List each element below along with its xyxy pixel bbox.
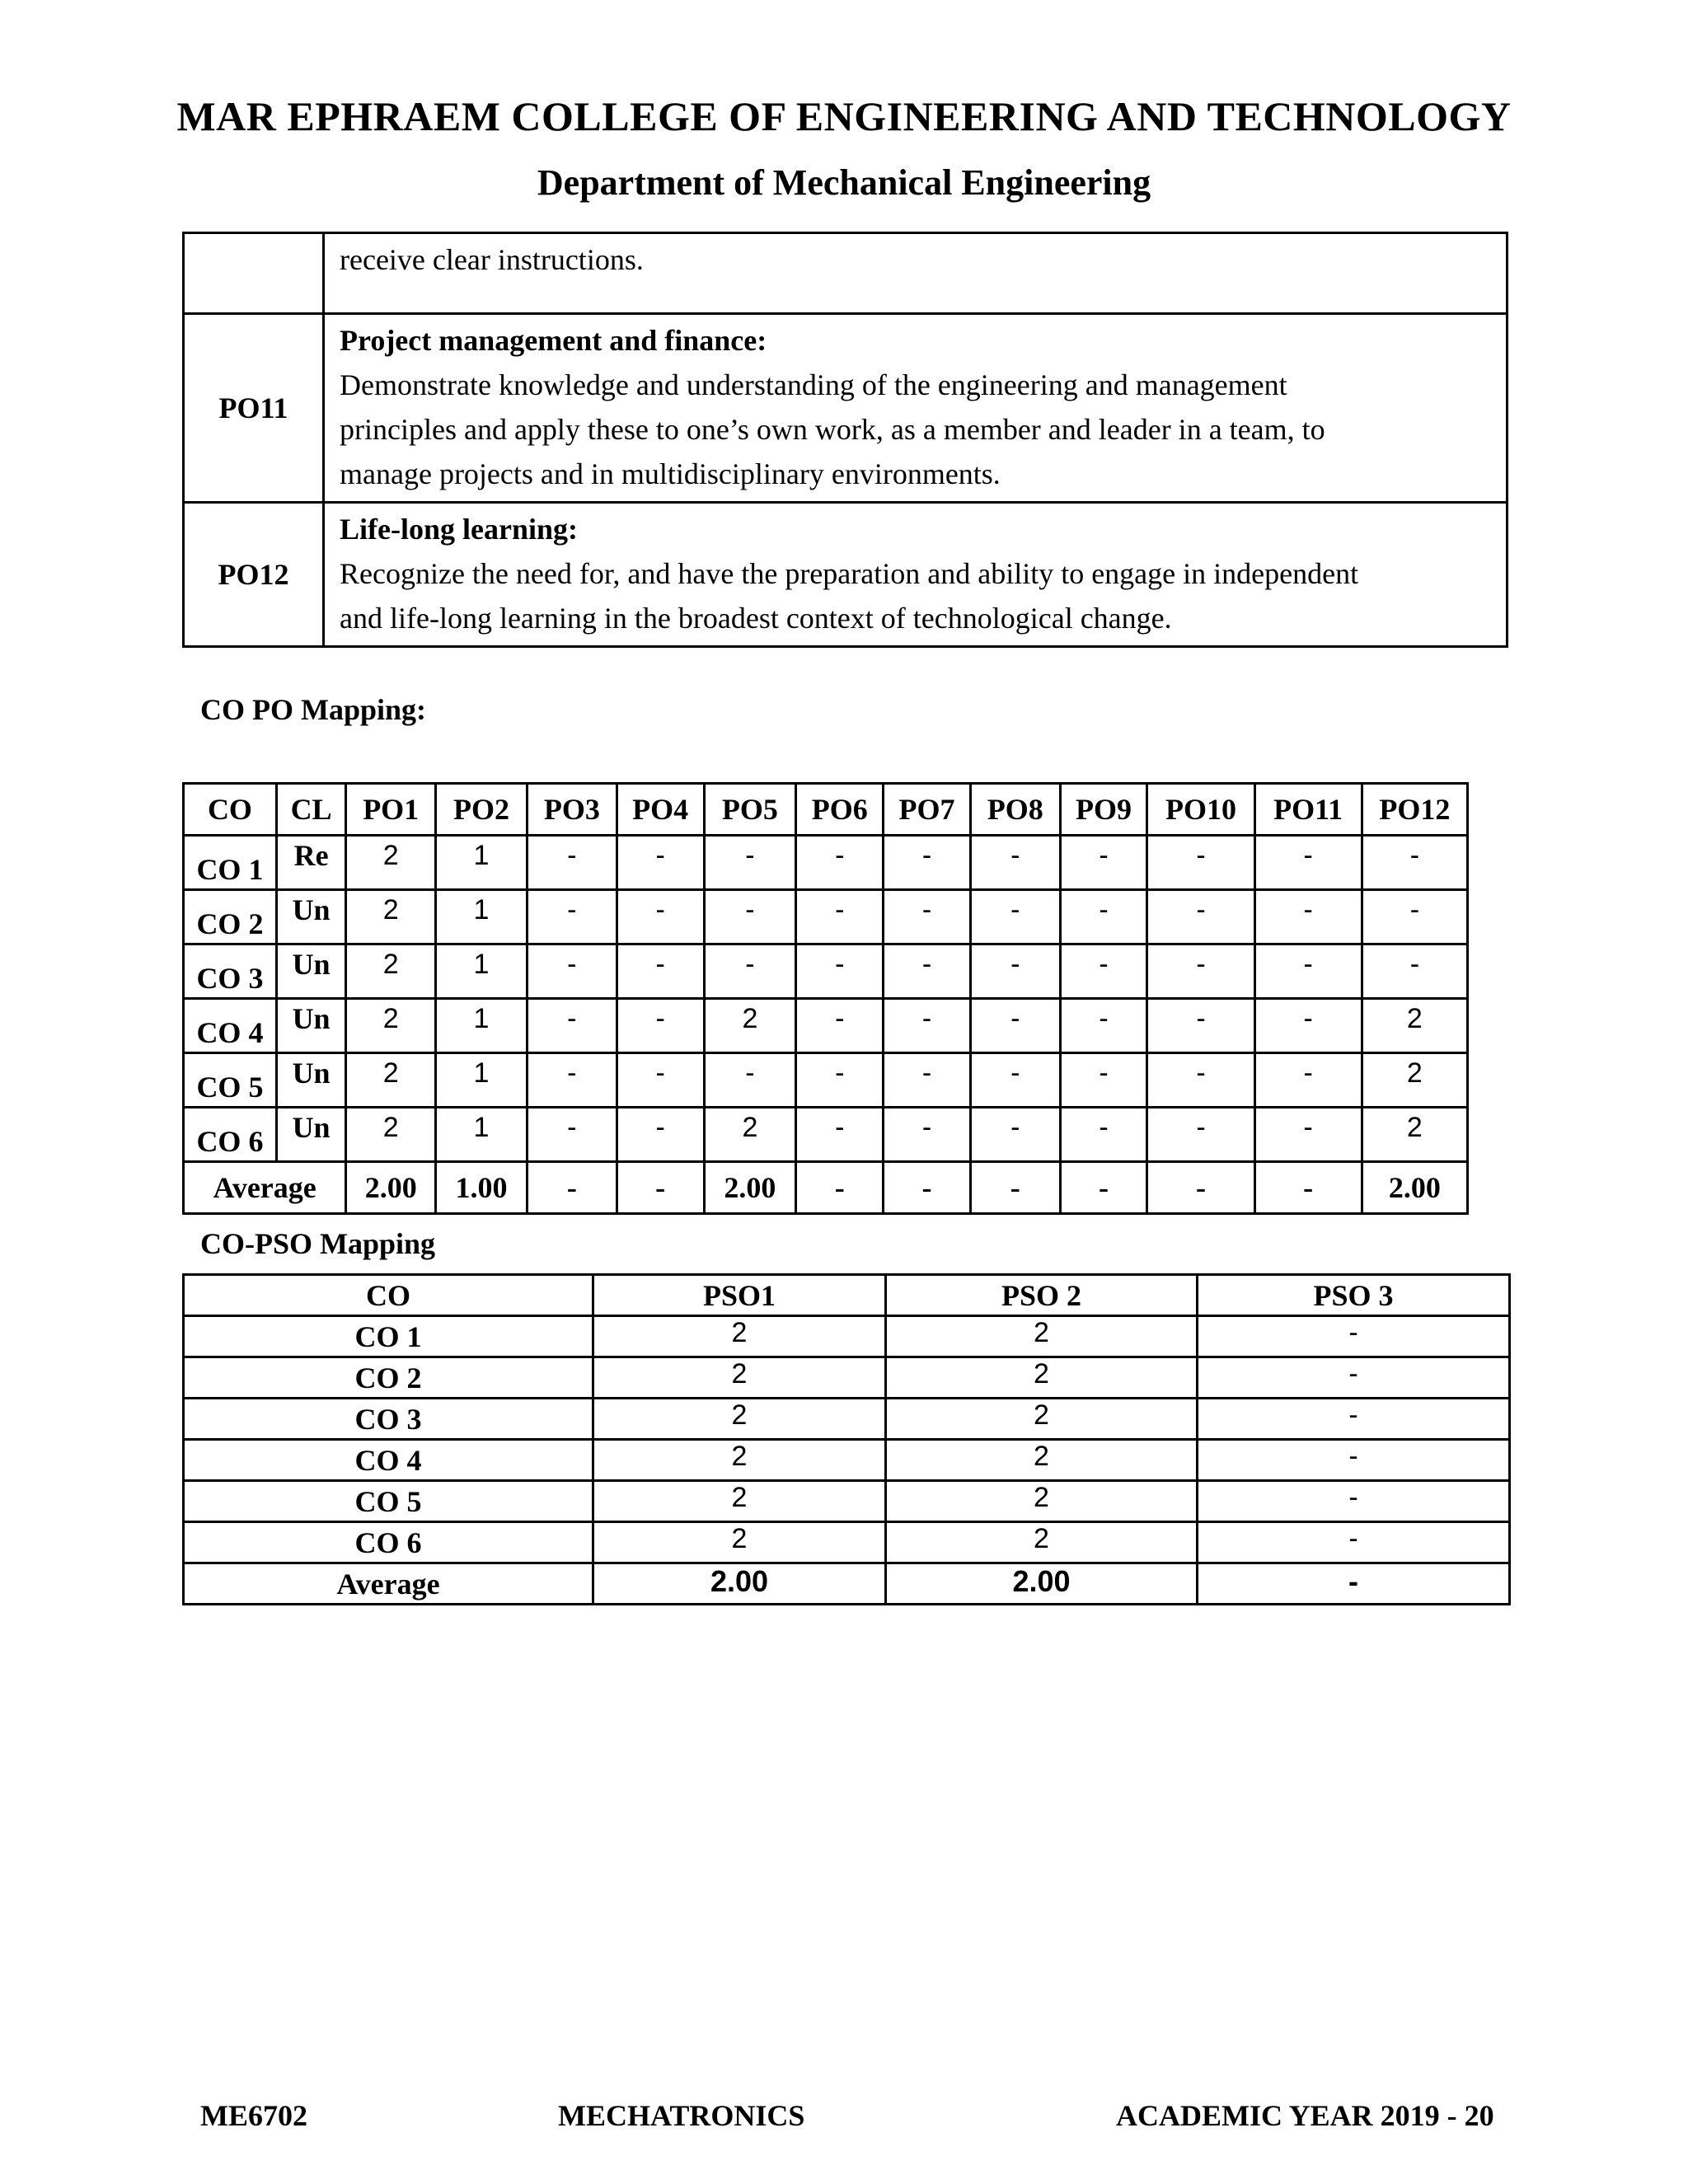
co-cell: CO 4 — [184, 999, 277, 1053]
mapping-value-cell: - — [1254, 999, 1362, 1053]
average-value-cell: - — [1060, 1162, 1147, 1214]
mapping-value-cell: - — [527, 999, 617, 1053]
mapping-value-cell: - — [1147, 890, 1254, 944]
average-label: Average — [184, 1162, 346, 1214]
mapping-value-cell: - — [884, 999, 971, 1053]
mapping-value-cell: - — [704, 944, 796, 999]
average-value-cell: 1.00 — [436, 1162, 528, 1214]
mapping-value-cell: 2 — [346, 836, 436, 890]
mapping-value-cell: 1 — [436, 1108, 528, 1162]
po-heading: Project management and finance: — [340, 324, 767, 357]
cl-cell: Un — [276, 1053, 345, 1108]
footer-course-code: ME6702 — [200, 2099, 307, 2132]
column-header: PO2 — [436, 784, 528, 836]
co-cell: CO 3 — [184, 1399, 593, 1440]
average-value-cell: - — [796, 1162, 884, 1214]
table-row — [184, 999, 1468, 1053]
mapping-value-cell: - — [796, 890, 884, 944]
mapping-value-cell: - — [617, 944, 704, 999]
average-value-cell: 2.00 — [593, 1563, 886, 1605]
column-header: PO9 — [1060, 784, 1147, 836]
pso-value-cell: 2 — [593, 1357, 886, 1399]
pso-value-cell: - — [1198, 1357, 1510, 1399]
table-row — [184, 1108, 1468, 1162]
average-value-cell: 2.00 — [1362, 1162, 1467, 1214]
mapping-value-cell: - — [704, 836, 796, 890]
mapping-value-cell: - — [617, 1108, 704, 1162]
average-row — [184, 1563, 1510, 1605]
mapping-value-cell: - — [884, 836, 971, 890]
co-cell: CO 5 — [184, 1481, 593, 1522]
continuation-text: receive clear instructions. — [340, 243, 644, 276]
co-cell: CO 2 — [184, 1357, 593, 1399]
mapping-value-cell: 2 — [346, 999, 436, 1053]
po-heading: Life-long learning: — [340, 513, 578, 546]
column-header: PO4 — [617, 784, 704, 836]
program-outcomes-table — [182, 232, 1508, 648]
column-header: PO1 — [346, 784, 436, 836]
column-header: PO10 — [1147, 784, 1254, 836]
mapping-value-cell: - — [970, 890, 1060, 944]
mapping-value-cell: - — [1147, 944, 1254, 999]
mapping-value-cell: - — [1060, 890, 1147, 944]
college-name: MAR EPHRAEM COLLEGE OF ENGINEERING AND TECHNOLOGY — [176, 93, 1512, 139]
co-cell: CO 5 — [184, 1053, 277, 1108]
table-row — [184, 1481, 1510, 1522]
co-cell: CO 1 — [184, 1316, 593, 1357]
po-line: manage projects and in multidisciplinary environments. — [340, 457, 1001, 490]
co-po-mapping-label: CO PO Mapping: — [200, 693, 427, 726]
cl-cell: Un — [276, 1108, 345, 1162]
column-header: PO8 — [970, 784, 1060, 836]
table-header-row — [184, 1275, 1510, 1316]
mapping-value-cell: - — [970, 944, 1060, 999]
po-code-cell — [184, 233, 324, 314]
table-row — [184, 944, 1468, 999]
mapping-value-cell: - — [527, 890, 617, 944]
mapping-value-cell: - — [1147, 1053, 1254, 1108]
average-label: Average — [184, 1563, 593, 1605]
mapping-value-cell: 2 — [1362, 1053, 1467, 1108]
mapping-value-cell: - — [527, 944, 617, 999]
average-row — [184, 1162, 1468, 1214]
mapping-value-cell: - — [796, 1053, 884, 1108]
mapping-value-cell: - — [1254, 944, 1362, 999]
pso-value-cell: - — [1198, 1440, 1510, 1481]
po-line: principles and apply these to one’s own work, as a member and leader in a team, to — [340, 413, 1325, 446]
table-row — [184, 1440, 1510, 1481]
mapping-value-cell: - — [617, 890, 704, 944]
co-cell: CO 3 — [184, 944, 277, 999]
mapping-value-cell: - — [617, 836, 704, 890]
mapping-value-cell: - — [704, 890, 796, 944]
average-value-cell: - — [1198, 1563, 1510, 1605]
po-description-cell — [324, 314, 1507, 503]
mapping-value-cell: - — [884, 1053, 971, 1108]
co-cell: CO 1 — [184, 836, 277, 890]
mapping-value-cell: 2 — [1362, 1108, 1467, 1162]
table-row — [184, 1522, 1510, 1563]
mapping-value-cell: - — [1060, 1108, 1147, 1162]
average-value-cell: - — [527, 1162, 617, 1214]
mapping-value-cell: - — [970, 999, 1060, 1053]
average-value-cell: - — [884, 1162, 971, 1214]
mapping-value-cell: - — [1147, 999, 1254, 1053]
cl-cell: Un — [276, 999, 345, 1053]
mapping-value-cell: - — [796, 836, 884, 890]
mapping-value-cell: 2 — [346, 1108, 436, 1162]
column-header: PSO 2 — [886, 1275, 1198, 1316]
pso-value-cell: 2 — [593, 1316, 886, 1357]
mapping-value-cell: - — [884, 1108, 971, 1162]
pso-value-cell: 2 — [886, 1316, 1198, 1357]
cl-cell: Un — [276, 890, 345, 944]
mapping-value-cell: - — [796, 999, 884, 1053]
mapping-value-cell: - — [796, 944, 884, 999]
column-header: PO5 — [704, 784, 796, 836]
pso-value-cell: 2 — [593, 1399, 886, 1440]
average-value-cell: - — [1254, 1162, 1362, 1214]
mapping-value-cell: - — [884, 944, 971, 999]
mapping-value-cell: 2 — [704, 1108, 796, 1162]
mapping-value-cell: - — [970, 1108, 1060, 1162]
mapping-value-cell: - — [1254, 1053, 1362, 1108]
po-line: and life-long learning in the broadest context of technological change. — [340, 602, 1172, 635]
mapping-value-cell: - — [1060, 836, 1147, 890]
po-line: Demonstrate knowledge and understanding of the engineering and management — [340, 368, 1287, 401]
po-line: Recognize the need for, and have the preparation and ability to engage in independent — [340, 557, 1359, 590]
mapping-value-cell: - — [884, 890, 971, 944]
table-row — [184, 314, 1507, 503]
mapping-value-cell: 2 — [346, 944, 436, 999]
co-cell: CO 6 — [184, 1522, 593, 1563]
column-header: PO3 — [527, 784, 617, 836]
department-name: Department of Mechanical Engineering — [537, 162, 1151, 203]
average-value-cell: 2.00 — [704, 1162, 796, 1214]
column-header: PO12 — [1362, 784, 1467, 836]
pso-value-cell: - — [1198, 1522, 1510, 1563]
mapping-value-cell: 1 — [436, 999, 528, 1053]
mapping-value-cell: 2 — [1362, 999, 1467, 1053]
mapping-value-cell: - — [1362, 836, 1467, 890]
mapping-value-cell: 1 — [436, 836, 528, 890]
co-pso-mapping-table — [182, 1273, 1511, 1605]
column-header: CO — [184, 784, 277, 836]
pso-value-cell: 2 — [886, 1440, 1198, 1481]
mapping-value-cell: - — [1147, 1108, 1254, 1162]
mapping-value-cell: - — [970, 836, 1060, 890]
column-header: PSO 3 — [1198, 1275, 1510, 1316]
mapping-value-cell: - — [617, 1053, 704, 1108]
mapping-value-cell: - — [527, 1108, 617, 1162]
table-row — [184, 1316, 1510, 1357]
table-row — [184, 836, 1468, 890]
pso-value-cell: 2 — [886, 1399, 1198, 1440]
po-code-cell: PO12 — [184, 503, 324, 647]
mapping-value-cell: - — [1060, 1053, 1147, 1108]
co-po-mapping-table — [182, 782, 1469, 1215]
table-row — [184, 890, 1468, 944]
mapping-value-cell: 1 — [436, 1053, 528, 1108]
average-value-cell: - — [970, 1162, 1060, 1214]
column-header: PO7 — [884, 784, 971, 836]
pso-value-cell: 2 — [886, 1522, 1198, 1563]
cl-cell: Re — [276, 836, 345, 890]
pso-value-cell: - — [1198, 1399, 1510, 1440]
mapping-value-cell: - — [1254, 836, 1362, 890]
mapping-value-cell: - — [527, 1053, 617, 1108]
mapping-value-cell: 2 — [346, 890, 436, 944]
column-header: PSO1 — [593, 1275, 886, 1316]
pso-value-cell: 2 — [593, 1481, 886, 1522]
average-value-cell: - — [617, 1162, 704, 1214]
mapping-value-cell: 2 — [704, 999, 796, 1053]
column-header: CO — [184, 1275, 593, 1316]
mapping-value-cell: - — [796, 1108, 884, 1162]
mapping-value-cell: - — [1362, 944, 1467, 999]
co-cell: CO 6 — [184, 1108, 277, 1162]
pso-value-cell: - — [1198, 1481, 1510, 1522]
pso-value-cell: 2 — [886, 1481, 1198, 1522]
footer-subject: MECHATRONICS — [558, 2099, 805, 2132]
mapping-value-cell: 2 — [346, 1053, 436, 1108]
mapping-value-cell: - — [1060, 944, 1147, 999]
table-header-row — [184, 784, 1468, 836]
mapping-value-cell: - — [617, 999, 704, 1053]
average-value-cell: 2.00 — [886, 1563, 1198, 1605]
mapping-value-cell: - — [1254, 1108, 1362, 1162]
column-header: PO11 — [1254, 784, 1362, 836]
mapping-value-cell: - — [1147, 836, 1254, 890]
co-cell: CO 4 — [184, 1440, 593, 1481]
mapping-value-cell: - — [1060, 999, 1147, 1053]
po-code-cell: PO11 — [184, 314, 324, 503]
table-row — [184, 233, 1507, 314]
column-header: PO6 — [796, 784, 884, 836]
mapping-value-cell: - — [1254, 890, 1362, 944]
mapping-value-cell: - — [970, 1053, 1060, 1108]
cl-cell: Un — [276, 944, 345, 999]
mapping-value-cell: - — [527, 836, 617, 890]
mapping-value-cell: 1 — [436, 890, 528, 944]
pso-value-cell: - — [1198, 1316, 1510, 1357]
po-description-cell — [324, 233, 1507, 314]
footer-academic-year: ACADEMIC YEAR 2019 - 20 — [1116, 2099, 1494, 2132]
table-row — [184, 503, 1507, 647]
table-row — [184, 1053, 1468, 1108]
table-row — [184, 1357, 1510, 1399]
mapping-value-cell: 1 — [436, 944, 528, 999]
column-header: CL — [276, 784, 345, 836]
pso-value-cell: 2 — [593, 1522, 886, 1563]
table-row — [184, 1399, 1510, 1440]
mapping-value-cell: - — [704, 1053, 796, 1108]
mapping-value-cell: - — [1362, 890, 1467, 944]
po-description-cell — [324, 503, 1507, 647]
average-value-cell: - — [1147, 1162, 1254, 1214]
pso-value-cell: 2 — [593, 1440, 886, 1481]
co-pso-mapping-label: CO-PSO Mapping — [200, 1227, 436, 1260]
pso-value-cell: 2 — [886, 1357, 1198, 1399]
co-cell: CO 2 — [184, 890, 277, 944]
average-value-cell: 2.00 — [346, 1162, 436, 1214]
